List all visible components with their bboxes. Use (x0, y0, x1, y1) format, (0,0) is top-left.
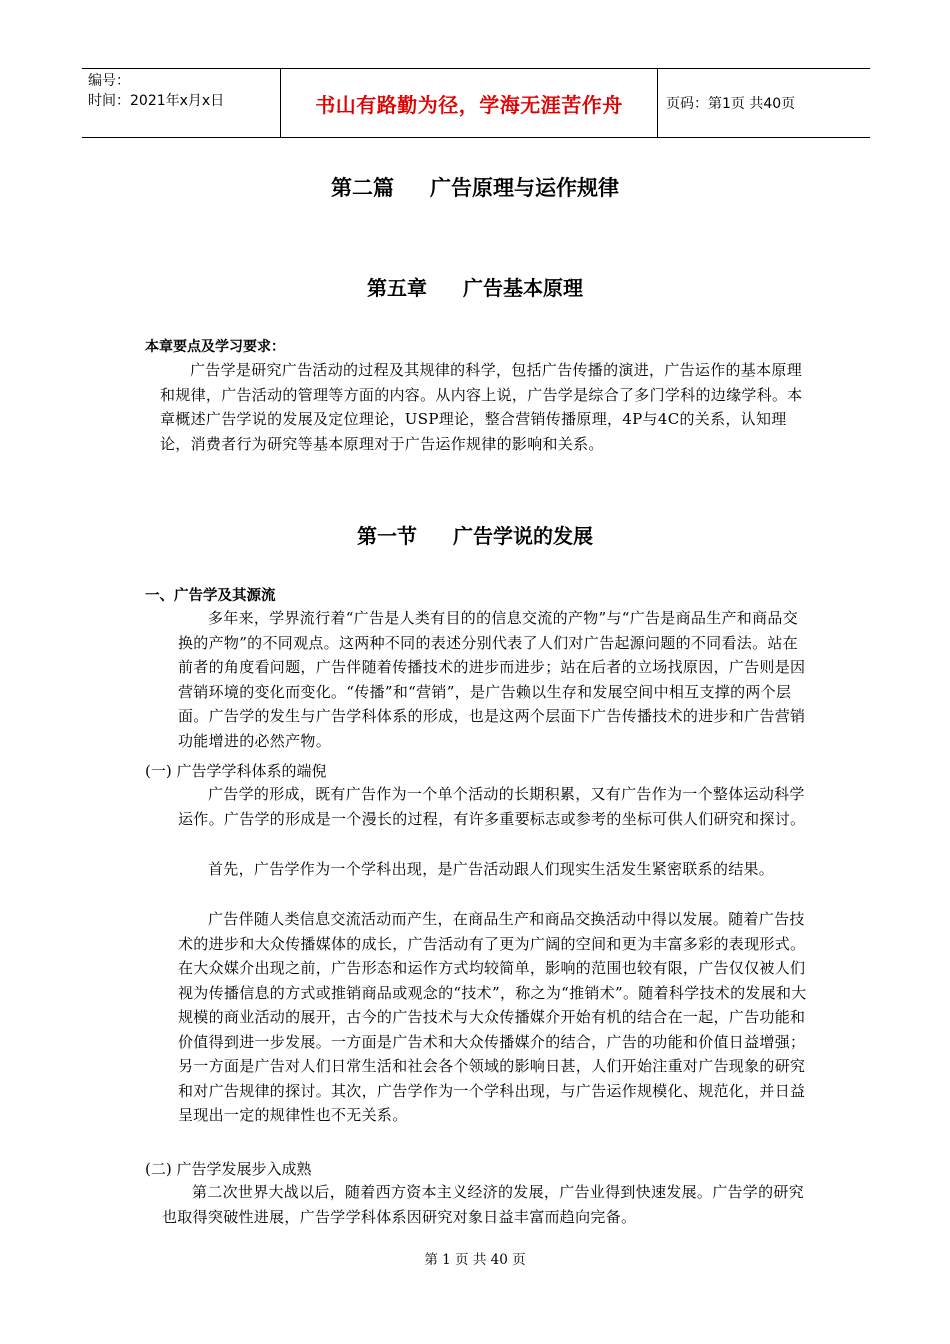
paragraph-development: 广告伴随人类信息交流活动而产生，在商品生产和商品交换活动中得以发展。随着广告技术的进步和大众传播媒体的成长，广告活动有了更为广阔的空间和更为丰富多彩的表现形式。在大众媒介出现之前，广告形态和运作方式均较简单，影响的范围也较有限，广告仅仅被人们视为传播信息的方式或推销商品或观念的“技术”，称之为“推销术”。随着科学技术的发展和大规模的商业活动的展开，古今的广告技术与大众传播媒介开始有机的结合在一起，广告功能和价值得到进一步发展。一方面是广告术和大众传播媒介的结合，广告的功能和价值日益增强；另一方面是广告对人们日常生活和社会各个领域的影响日甚，人们开始注重对广告现象的研究和对广告规律的探讨。其次，广告学作为一个学科出现，与广告运作规模化、规范化，并日益呈现出一定的规律性也不无关系。 (178, 910, 807, 1124)
subheading-discipline-beginnings: (一) 广告学学科体系的端倪 (145, 762, 327, 780)
page-header (82, 68, 870, 138)
paragraph-origins: 多年来，学界流行着“广告是人类有目的的信息交流的产物”与“广告是商品生产和商品交换的产物”的不同观点。这两种不同的表述分别代表了人们对广告起源问题的不同看法。站在前者的角度看问题，广告伴随着传播技术的进步而进步；站在后者的立场找原因，广告则是因营销环境的变化而变化。“传播”和“营销”，是广告赖以生存和发展空间中相互支撑的两个层面。广告学的发生与广告学科体系的形成，也是这两个层面下广告传播技术的进步和广告营销功能增进的必然产物。 (178, 609, 806, 750)
page-footer: 第 1 页 共 40 页 (424, 1252, 526, 1268)
header-meta (82, 69, 280, 137)
requirements-text: 广告学是研究广告活动的过程及其规律的科学，包括广告传播的演进，广告运作的基本原理和规律，广告活动的管理等方面的内容。从内容上说，广告学是综合了多门学科的边缘学科。本章概述广告学说的发展及定位理论，USP理论，整合营销传播原理，4P与4C的关系，认知理论，消费者行为研究等基本原理对于广告运作规律的影响和关系。 (160, 361, 803, 453)
chapter-title (0, 272, 950, 301)
document-date: 时间：2021年x月x日 (88, 93, 225, 109)
subheading-maturity: (二) 广告学发展步入成熟 (145, 1160, 312, 1178)
paragraph-maturity: 第二次世界大战以后，随着西方资本主义经济的发展，广告业得到快速发展。广告学的研究也取得突破性进展，广告学学科体系因研究对象日益丰富而趋向完备。 (162, 1183, 805, 1226)
document-number-label: 编号： (88, 73, 130, 89)
chapter-number: 第五章 (367, 276, 427, 300)
heading-origins: 一、广告学及其源流 (145, 588, 276, 604)
paragraph-first-reason: 首先，广告学作为一个学科出现，是广告活动跟人们现实生活发生紧密联系的结果。 (208, 860, 775, 878)
paragraph-formation: 广告学的形成，既有广告作为一个单个活动的长期积累，又有广告作为一个整体运动科学运作。广告学的形成是一个漫长的过程，有许多重要标志或参考的坐标可供人们研究和探讨。 (178, 785, 806, 828)
header-motto: 书山有路勤为径，学海无涯苦作舟 (280, 69, 658, 137)
header-page-info: 页码：第1页 共40页 (666, 96, 796, 112)
section-name: 广告学说的发展 (453, 524, 593, 548)
section-title (0, 520, 950, 549)
part-name: 广告原理与运作规律 (430, 176, 619, 200)
part-number: 第二篇 (331, 176, 394, 200)
requirements-label: 本章要点及学习要求： (145, 339, 285, 355)
part-title (0, 172, 950, 202)
chapter-name: 广告基本原理 (463, 276, 583, 300)
section-number: 第一节 (357, 524, 417, 548)
